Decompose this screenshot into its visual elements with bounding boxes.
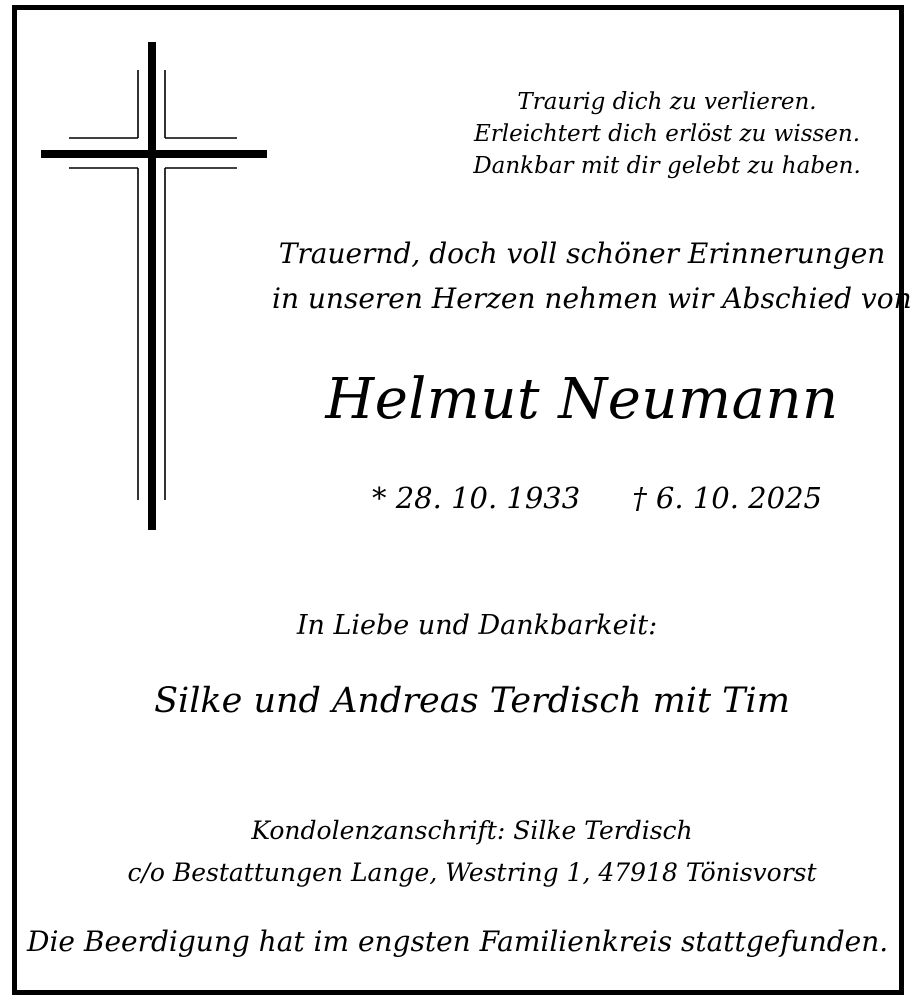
condolence-address-line-1: Kondolenzanschrift: Silke Terdisch [251, 816, 693, 845]
condolence-address-line-2: c/o Bestattungen Lange, Westring 1, 47918 Tönisvorst [127, 858, 817, 887]
obituary-card [12, 5, 912, 995]
intro-line-1: Trauernd, doch voll schöner Erinnerungen [278, 237, 886, 270]
poem-line-1: Traurig dich zu verlieren. [517, 89, 817, 115]
poem-line-3: Dankbar mit dir gelebt zu haben. [473, 153, 861, 179]
funeral-note: Die Beerdigung hat im engsten Familienkreis stattgefunden. [27, 925, 889, 958]
mourners-intro: In Liebe und Dankbarkeit: [296, 610, 658, 641]
intro-line-2: in unseren Herzen nehmen wir Abschied von [272, 282, 912, 315]
death-date: † 6. 10. 2025 [632, 481, 822, 515]
life-dates [317, 478, 877, 518]
poem-line-2: Erleichtert dich erlöst zu wissen. [473, 121, 861, 147]
deceased-name: Helmut Neumann [325, 367, 839, 432]
birth-date: * 28. 10. 1933 [372, 481, 581, 515]
mourners-names: Silke und Andreas Terdisch mit Tim [154, 681, 790, 721]
